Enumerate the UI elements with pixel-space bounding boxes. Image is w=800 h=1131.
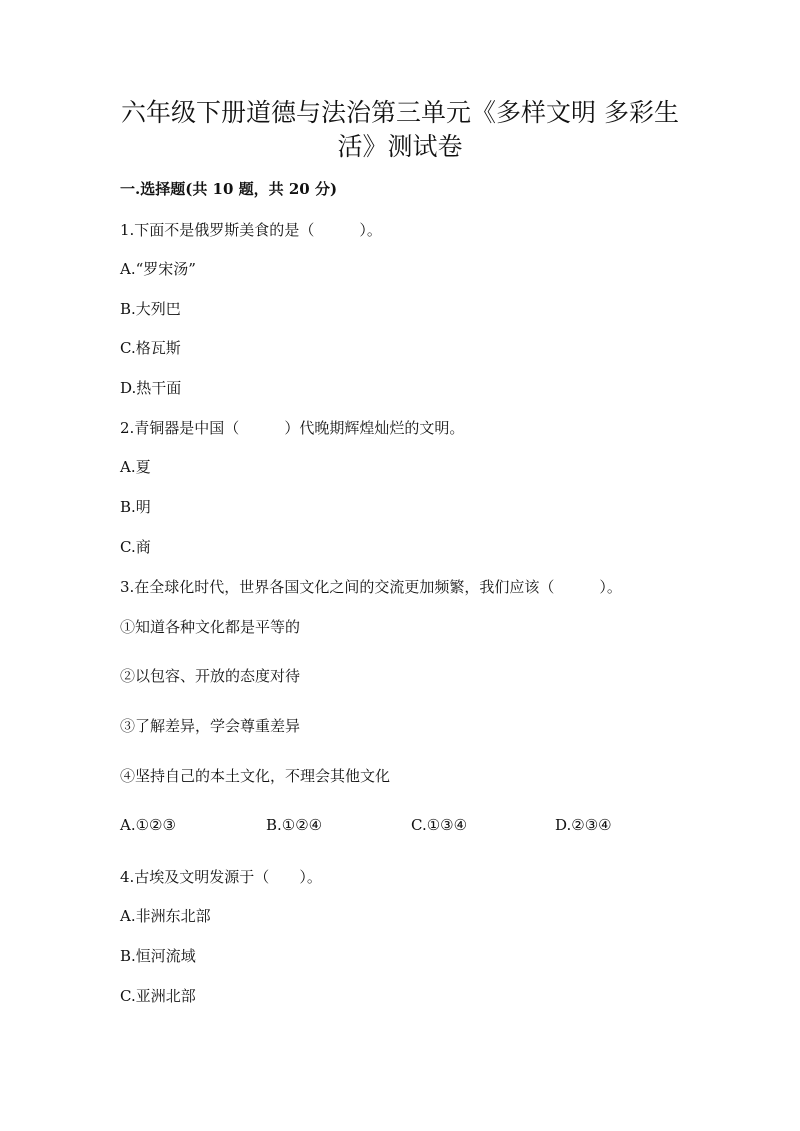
question-3-stem: 3.在全球化时代，世界各国文化之间的交流更加频繁，我们应该（ ）。: [120, 578, 622, 596]
question-1-option-d: D.热干面: [120, 379, 182, 397]
title-line-1: 六年级下册道德与法治第三单元《多样文明 多彩生: [121, 98, 679, 127]
question-4-option-a: A.非洲东北部: [120, 907, 211, 925]
question-2-stem: 2.青铜器是中国（ ）代晚期辉煌灿烂的文明。: [120, 419, 465, 437]
document-title: [100, 96, 700, 164]
question-3-option-d: D.②③④: [555, 816, 612, 834]
question-2-option-b: B.明: [120, 498, 151, 516]
question-4-stem: 4.古埃及文明发源于（ ）。: [120, 868, 322, 886]
question-3-statement-1: ①知道各种文化都是平等的: [120, 618, 301, 636]
section-heading: 一.选择题(共 10 题，共 20 分): [120, 180, 338, 198]
question-3-statement-4: ④坚持自己的本土文化，不理会其他文化: [120, 767, 391, 785]
question-1-stem: 1.下面不是俄罗斯美食的是（ ）。: [120, 221, 382, 239]
question-3-options: [120, 816, 680, 836]
question-4-option-b: B.恒河流域: [120, 947, 196, 965]
question-3-option-b: B.①②④: [266, 816, 323, 834]
title-line-2: 活》测试卷: [337, 132, 463, 161]
question-3-option-c: C.①③④: [411, 816, 468, 834]
question-2-option-a: A.夏: [120, 458, 151, 476]
question-1-option-c: C.格瓦斯: [120, 339, 181, 357]
question-3-statement-2: ②以包容、开放的态度对待: [120, 667, 301, 685]
question-3-statement-3: ③了解差异，学会尊重差异: [120, 717, 301, 735]
question-1-option-b: B.大列巴: [120, 300, 181, 318]
question-1-option-a: A.“罗宋汤”: [120, 260, 196, 278]
question-2-option-c: C.商: [120, 538, 151, 556]
question-4-option-c: C.亚洲北部: [120, 987, 196, 1005]
question-3-option-a: A.①②③: [120, 816, 176, 834]
